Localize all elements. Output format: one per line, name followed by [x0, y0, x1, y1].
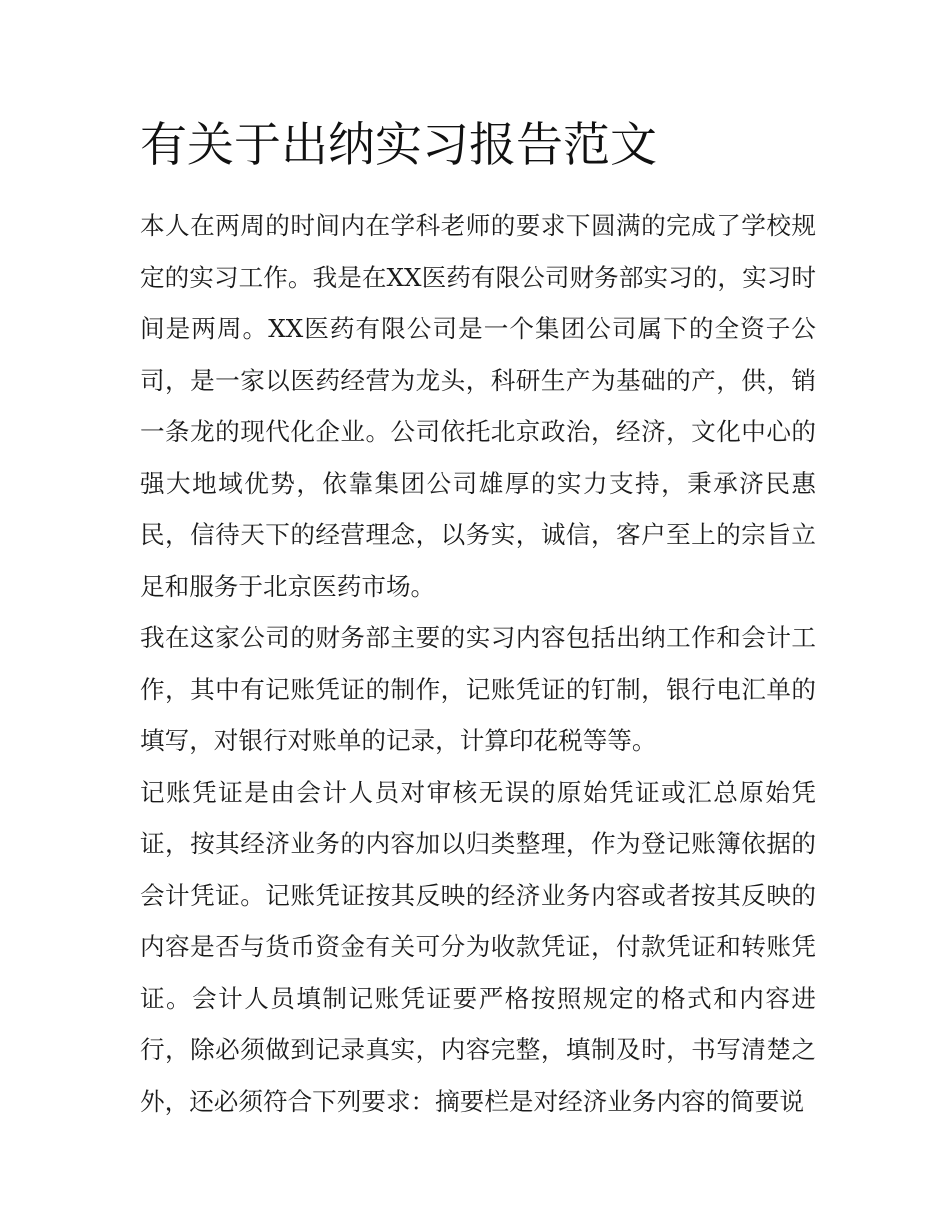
paragraph-internship-content: 我在这家公司的财务部主要的实习内容包括出纳工作和会计工作，其中有记账凭证的制作，记账凭证的钉制，银行电汇单的填写，对银行对账单的记录，计算印花税等等。 — [140, 623, 816, 755]
document-title: 有关于出纳实习报告范文 — [140, 118, 657, 173]
paragraph-voucher-explanation: 记账凭证是由会计人员对审核无误的原始凭证或汇总原始凭证，按其经济业务的内容加以归类整理，作为登记账簿依据的会计凭证。记账凭证按其反映的经济业务内容或者按其反映的内容是否与货币资金有关可分为收款凭证，付款凭证和转账凭证。会计人员填制记账凭证要严格按照规定的格式和内容进行，除必须做到记录真实，内容完整，填制及时，书写清楚之外，还必须符合下列要求：摘要栏是对经济业务内容的简要说 — [140, 777, 816, 1116]
document-body — [140, 200, 816, 1127]
paragraph-company-intro: 本人在两周的时间内在学科老师的要求下圆满的完成了学校规定的实习工作。我是在XX医药有限公司财务部实习的，实习时间是两周。XX医药有限公司是一个集团公司属下的全资子公司，是一家以医药经营为龙头，科研生产为基础的产，供，销一条龙的现代化企业。公司依托北京政治，经济，文化中心的强大地域优势，依靠集团公司雄厚的实力支持，秉承济民惠民，信待天下的经营理念，以务实，诚信，客户至上的宗旨立足和服务于北京医药市场。 — [140, 211, 816, 601]
